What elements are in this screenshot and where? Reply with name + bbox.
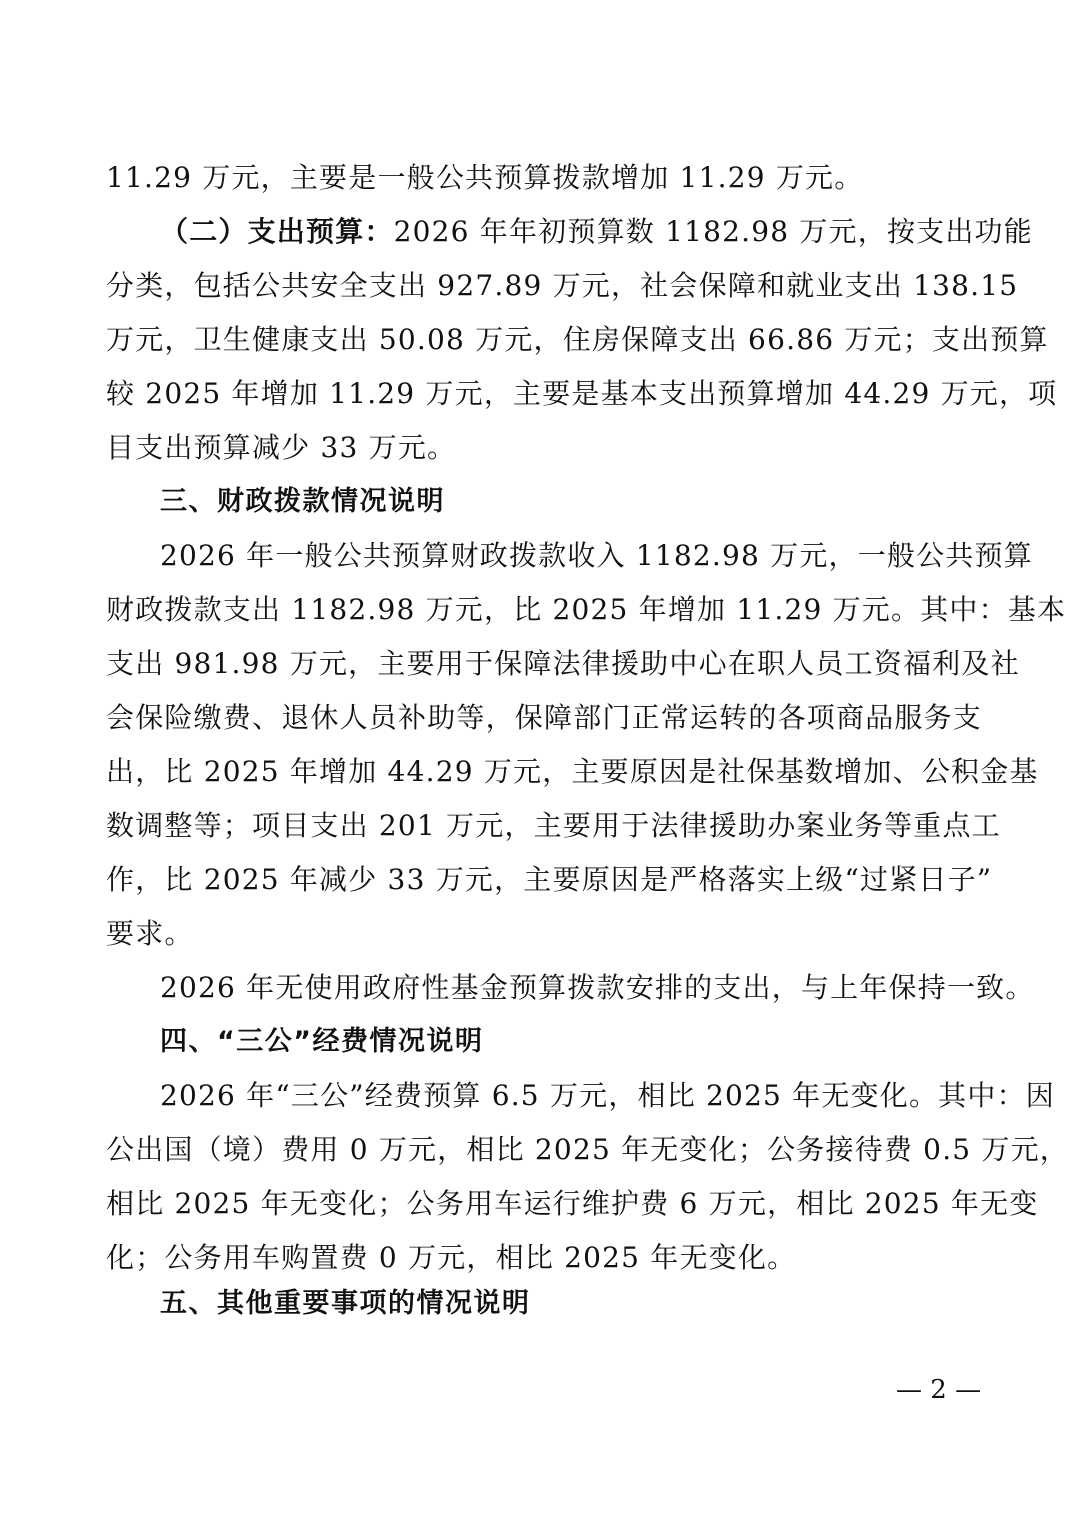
paragraph-line: 公出国（境）费用 0 万元，相比 2025 年无变化；公务接待费 0.5 万元，: [106, 1133, 1070, 1166]
section-heading: 三、财政拨款情况说明: [160, 486, 445, 517]
paragraph-line: 要求。: [106, 917, 194, 950]
paragraph-line: 目支出预算减少 33 万元。: [106, 431, 457, 464]
paragraph-line: 11.29 万元，主要是一般公共预算拨款增加 11.29 万元。: [106, 161, 864, 194]
paragraph-line: 2026 年一般公共预算财政拨款收入 1182.98 万元，一般公共预算: [160, 539, 1033, 572]
paragraph-line: 相比 2025 年无变化；公务用车运行维护费 6 万元，相比 2025 年无变: [106, 1187, 1039, 1220]
paragraph-line: 分类，包括公共安全支出 927.89 万元，社会保障和就业支出 138.15: [106, 269, 1019, 302]
paragraph-line: 较 2025 年增加 11.29 万元，主要是基本支出预算增加 44.29 万元，项: [106, 377, 1058, 410]
paragraph-text: 2026 年年初预算数 1182.98 万元，按支出功能: [393, 215, 1033, 248]
paragraph-line: 2026 年无使用政府性基金预算拨款安排的支出，与上年保持一致。: [160, 971, 1035, 1004]
paragraph-line: 数调整等；项目支出 201 万元，主要用于法律援助办案业务等重点工: [106, 809, 1001, 842]
section-heading: 五、其他重要事项的情况说明: [160, 1288, 531, 1319]
paragraph-line: [160, 212, 1033, 252]
paragraph-line: 财政拨款支出 1182.98 万元，比 2025 年增加 11.29 万元。其中：基本: [106, 593, 1067, 626]
section-heading: 四、“三公”经费情况说明: [160, 1026, 484, 1057]
paragraph-line: 出，比 2025 年增加 44.29 万元，主要原因是社保基数增加、公积金基: [106, 755, 1039, 788]
paragraph-line: 作，比 2025 年减少 33 万元，主要原因是严格落实上级“过紧日子”: [106, 863, 993, 896]
page-number: — 2 —: [896, 1375, 982, 1405]
paragraph-line: 会保险缴费、退休人员补助等，保障部门正常运转的各项商品服务支: [106, 701, 983, 734]
paragraph-line: 支出 981.98 万元，主要用于保障法律援助中心在职人员工资福利及社: [106, 647, 1020, 680]
subheading-expenditure-budget: （二）支出预算：: [160, 215, 394, 248]
paragraph-line: 万元，卫生健康支出 50.08 万元，住房保障支出 66.86 万元；支出预算: [106, 323, 1049, 356]
paragraph-line: 2026 年“三公”经费预算 6.5 万元，相比 2025 年无变化。其中：因: [160, 1079, 1055, 1112]
paragraph-line: 化；公务用车购置费 0 万元，相比 2025 年无变化。: [106, 1241, 797, 1274]
